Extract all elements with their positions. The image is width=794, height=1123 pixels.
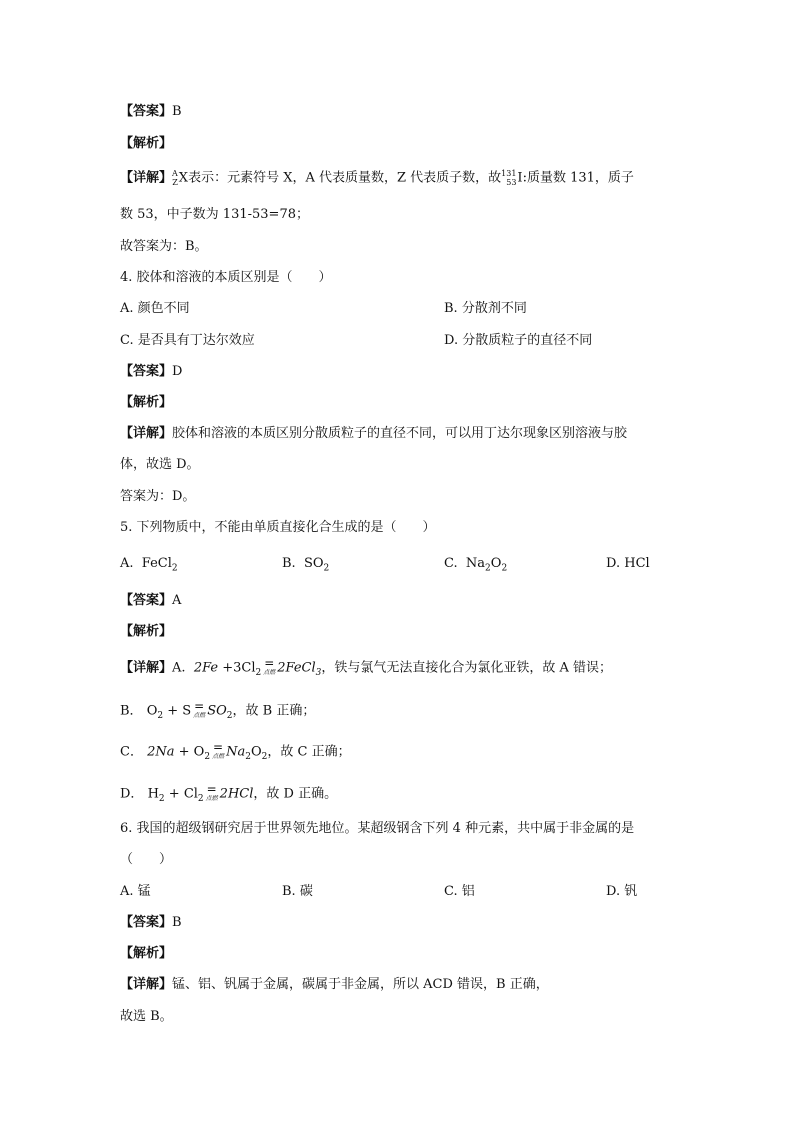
q3-analysis-label: 【解析】	[120, 136, 173, 151]
q6-detail-line-2: 故选 B。	[120, 1009, 173, 1024]
reaction-condition: = 点燃	[212, 740, 225, 760]
q4-conclusion: 答案为：D。	[120, 489, 196, 504]
q6-detail-line-1: 【详解】锰、铝、钒属于金属，碳属于非金属，所以 ACD 错误，B 正确，	[120, 977, 549, 992]
reaction-condition: = 点燃	[193, 699, 206, 719]
q4-question: 4. 胶体和溶液的本质区别是（ ）	[120, 270, 332, 285]
q5-answer: 【答案】A	[120, 593, 182, 608]
q5-equation-a: 【详解】A. $2Fe +3Cl_2$ = 点燃 2FeCl$_3$，铁与氯气无法直接化合为氯化亚铁，故 A 错误；	[120, 656, 613, 679]
q4-analysis-label: 【解析】	[120, 395, 173, 410]
q5-analysis-label: 【解析】	[120, 624, 173, 639]
q6-answer: 【答案】B	[120, 915, 182, 930]
reaction-condition: = 点燃	[205, 782, 218, 802]
q4-answer: 【答案】D	[120, 364, 183, 379]
q5-option-b: B. $SO_2$	[282, 556, 330, 574]
q6-option-b: B. 碳	[282, 884, 313, 899]
q6-option-c: C. 铝	[444, 884, 475, 899]
q3-detail-line-1: 【详解】 A Z X表示：元素符号 X，A 代表质量数，Z 代表质子数，故 131 53 I:质量数 131，质子	[120, 169, 634, 187]
q4-detail-line-2: 体，故选 D。	[120, 457, 200, 472]
q4-detail-line-1: 【详解】胶体和溶液的本质区别分散质粒子的直径不同，可以用丁达尔现象区别溶液与胶	[120, 426, 628, 441]
isotope-notation: A Z	[172, 169, 178, 187]
q5-equation-b: B． $O_2 + S$ = 点燃 $SO_2$，故 B 正确；	[120, 699, 316, 722]
q5-option-a: A. FeCl$_2$	[120, 556, 178, 574]
q5-option-c: C. $Na_2O_2$	[444, 556, 508, 574]
q3-conclusion: 故答案为：B。	[120, 239, 208, 254]
q6-option-a: A. 锰	[120, 884, 151, 899]
q3-answer: 【答案】B	[120, 104, 182, 119]
q4-option-d: D. 分散质粒子的直径不同	[444, 333, 593, 348]
q5-equation-d: D． $H_2 + Cl_2$ = 点燃 2HCl，故 D 正确。	[120, 782, 338, 805]
q5-question: 5. 下列物质中，不能由单质直接化合生成的是（ ）	[120, 520, 436, 535]
reaction-condition: = 点燃	[263, 656, 276, 676]
iodine-notation: 131 53	[501, 169, 517, 187]
q5-option-d: D. HCl	[606, 556, 650, 571]
q6-option-d: D. 钒	[606, 884, 638, 899]
q6-analysis-label: 【解析】	[120, 946, 173, 961]
q4-option-a: A. 颜色不同	[120, 301, 190, 316]
q6-question-line-1: 6. 我国的超级钢研究居于世界领先地位。某超级钢含下列 4 种元素，共中属于非金属的是	[120, 821, 635, 836]
q4-option-b: B. 分散剂不同	[444, 301, 527, 316]
q6-question-line-2: （ ）	[120, 852, 173, 867]
q3-detail-line-2: 数 53，中子数为 131-53=78；	[120, 207, 309, 222]
q5-equation-c: C． $2Na + O_2$ = 点燃 $Na_2O_2$，故 C 正确；	[120, 740, 351, 763]
q4-option-c: C. 是否具有丁达尔效应	[120, 333, 255, 348]
